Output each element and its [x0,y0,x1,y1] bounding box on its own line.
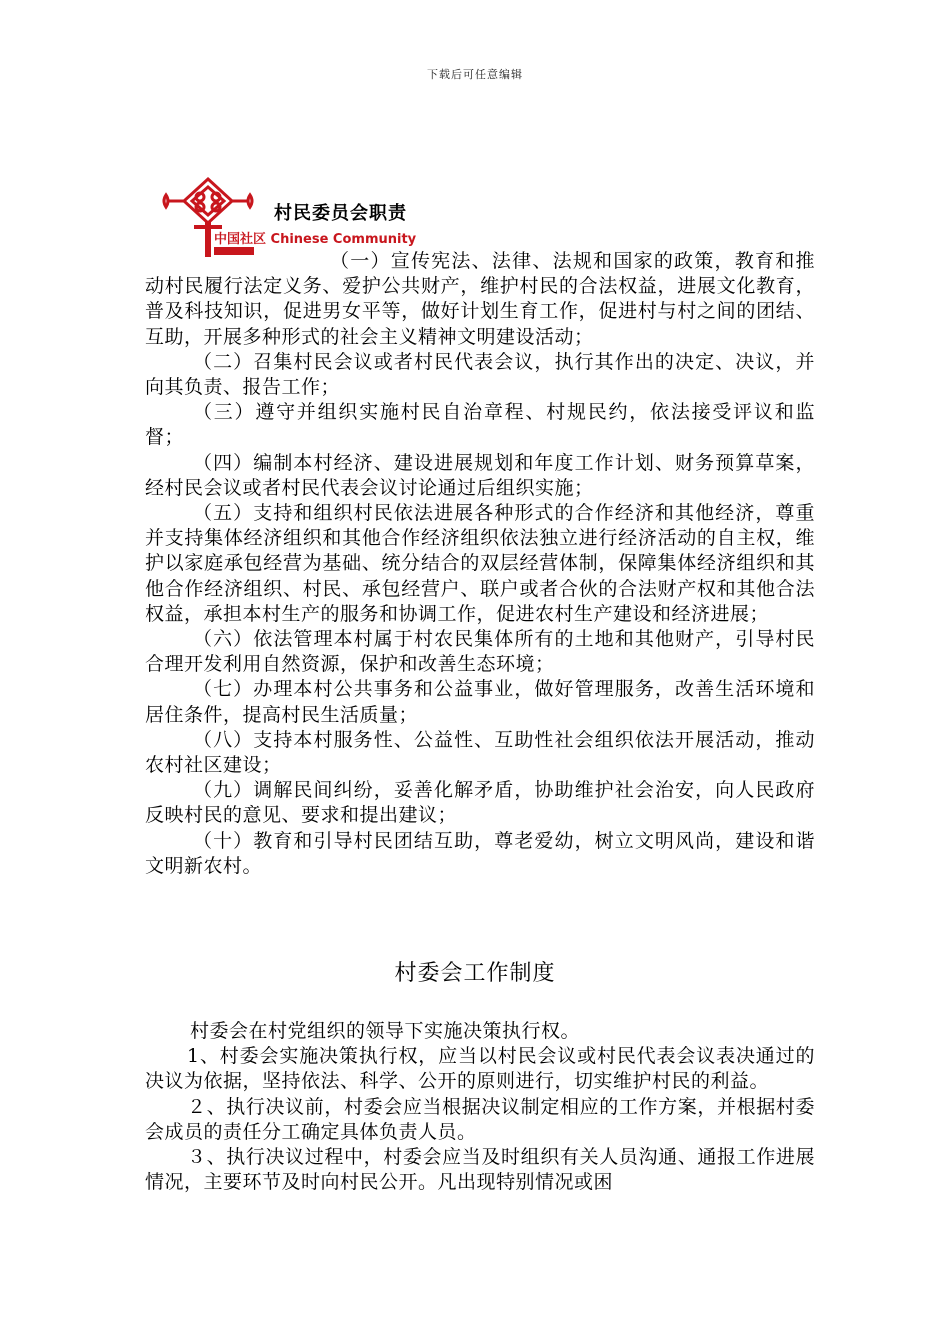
work-item: ３、执行决议过程中，村委会应当及时组织有关人员沟通、通报工作进展情况，主要环节及时向村民公开。凡出现特别情况或困 [145,1146,815,1194]
duty-paragraph: （四）编制本村经济、建设进展规划和年度工作计划、财务预算草案，经村民会议或者村民代表会议讨论通过后组织实施； [145,451,815,499]
duty-paragraph: （二）召集村民会议或者村民代表会议，执行其作出的决定、决议，并向其负责、报告工作； [145,350,815,399]
duty-paragraph: （五）支持和组织村民依法进展各种形式的合作经济和其他经济，尊重并支持集体经济组织和其他合作经济组织依法独立进行经济活动的自主权，维护以家庭承包经营为基础、统分结合的双层经营体制，保障集体经济组织和其他合作经济组织、村民、承包经营户、联户或者合伙的合法财产权和其他合法权益，承担本村生产的服务和协调工作，促进农村生产建设和经济进展； [145,502,815,625]
logo-brand-text: 中国社区 Chinese Community [214,232,417,247]
duty-paragraph: （七）办理本村公共事务和公益事业，做好管理服务，改善生活环境和居住条件，提高村民生活质量； [145,678,815,726]
section-title-committee-duties: 村民委员会职责 [274,203,407,224]
work-item: 1、村委会实施决策执行权，应当以村民会议或村民代表会议表决通过的决议为依据，坚持依法、科学、公开的原则进行，切实维护村民的利益。 [145,1045,815,1093]
duty-paragraph: （三）遵守并组织实施村民自治章程、村规民约，依法接受评议和监督； [145,401,815,449]
work-item: ２、执行决议前，村委会应当根据决议制定相应的工作方案，并根据村委会成员的责任分工确定具体负责人员。 [145,1095,815,1143]
work-intro: 村委会在村党组织的领导下实施决策执行权。 [190,1020,581,1042]
duty-paragraph: （九）调解民间纠纷，妥善化解矛盾，协助维护社会治安，向人民政府反映村民的意见、要求和提出建议； [145,779,815,827]
duty-paragraph: （八）支持本村服务性、公益性、互助性社会组织依法开展活动，推动农村社区建设； [145,728,815,777]
page-header-note: 下载后可任意编辑 [427,68,523,81]
section-title-work-system: 村委会工作制度 [394,961,556,986]
committee-duties-list [145,249,815,879]
work-system-list [145,1019,815,1195]
duty-paragraph: （六）依法管理本村属于村农民集体所有的土地和其他财产，引导村民合理开发利用自然资源，保护和改善生态环境； [145,628,815,676]
duty-paragraph: （一）宣传宪法、法律、法规和国家的政策，教育和推动村民履行法定义务、爱护公共财产，维护村民的合法权益，进展文化教育，普及科技知识，促进男女平等，做好计划生育工作，促进村与村之间的团结、互助，开展多种形式的社会主义精神文明建设活动； [145,250,815,348]
duty-paragraph: （十）教育和引导村民团结互助，尊老爱幼，树立文明风尚，建设和谐文明新农村。 [145,829,815,877]
